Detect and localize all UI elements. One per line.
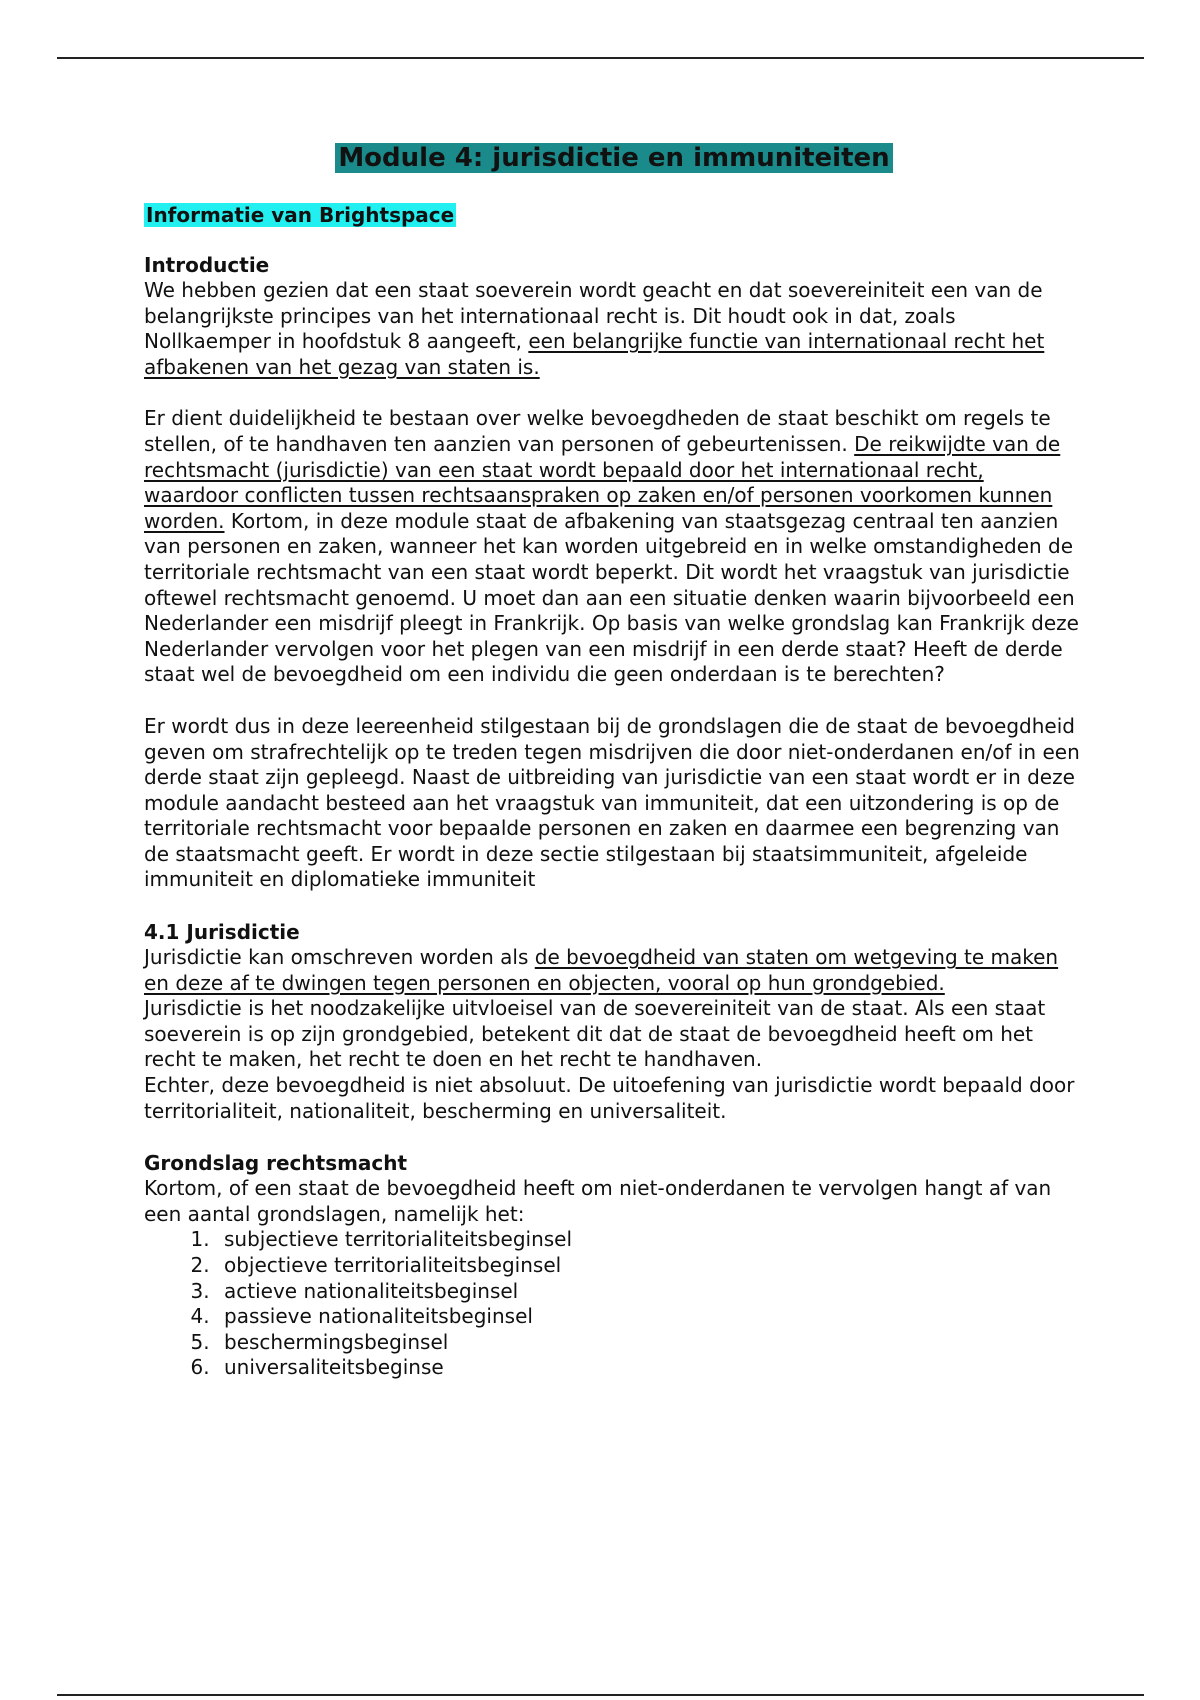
section-jurisdictie	[144, 919, 1084, 1124]
list-item: 5. beschermingsbeginsel	[216, 1330, 1084, 1356]
intro-paragraph-2	[144, 406, 1084, 688]
grondslag-list	[144, 1227, 1084, 1381]
section-grondslag	[144, 1150, 1084, 1381]
intro-paragraph-3: Er wordt dus in deze leereenheid stilgestaan bij de grondslagen die de staat de bevoegdheid geven om strafrechtelijk op te treden tegen misdrijven die door niet-onderdanen en/of in een derde staat zijn gepleegd. Naast de uitbreiding van jurisdictie van een staat wordt er in deze module aandacht besteed aan het vraagstuk van immuniteit, dat een uitzondering is op de territoriale rechtsmacht voor bepaalde personen en zaken en daarmee een begrenzing van de staatsmacht geeft. Er wordt in deze sectie stilgestaan bij staatsimmuniteit, afgeleide immuniteit en diplomatieke immuniteit	[144, 713, 1080, 892]
jurisdictie-p1-underlined: de bevoegdheid van staten om wetgeving te maken en deze af te dwingen tegen personen en objecten, vooral op hun grondgebied.	[144, 945, 1059, 995]
intro-p2-underlined: De reikwijdte van de rechtsmacht (jurisdictie) van een staat wordt bepaald door het internationaal recht, waardoor conflicten tussen rechtsaanspraken op zaken en/of personen voorkomen kunnen worden.	[144, 431, 1061, 533]
list-item: 3. actieve nationaliteitsbeginsel	[216, 1279, 1084, 1305]
list-item: 2. objectieve territorialiteitsbeginsel	[216, 1253, 1084, 1279]
list-item: 6. universaliteitsbeginse	[216, 1355, 1084, 1381]
intro-p2-text-before: Er dient duidelijkheid te bestaan over welke bevoegdheden de staat beschikt om regels te stellen, of te handhaven ten aanzien van personen of gebeurtenissen.	[144, 406, 1051, 456]
info-label	[144, 202, 1084, 228]
intro-p1-text: We hebben gezien dat een staat soeverein wordt geacht en dat soevereiniteit een van de belangrijkste principes van het internationaal recht is. Dit houdt ook in dat, zoals Nollkaemper in hoofdstuk 8 aangeeft,	[144, 278, 1043, 354]
document-title	[144, 140, 1084, 176]
intro-p1-underlined: een belangrijke functie van internationaal recht het afbakenen van het gezag van staten is.	[144, 329, 1045, 379]
jurisdictie-paragraph-1	[144, 945, 1084, 996]
jurisdictie-paragraph-3: Echter, deze bevoegdheid is niet absoluut. De uitoefening van jurisdictie wordt bepaald door territorialiteit, nationaliteit, bescherming en universaliteit.	[144, 1073, 1075, 1123]
jurisdictie-paragraph-2: Jurisdictie is het noodzakelijke uitvloeisel van de soevereiniteit van de staat. Als een staat soeverein is op zijn grondgebied, betekent dit dat de staat de bevoegdheid heeft om het recht te maken, het recht te doen en het recht te handhaven.	[144, 996, 1046, 1072]
jurisdictie-p1-text: Jurisdictie kan omschreven worden als	[144, 945, 535, 970]
section-introductie	[144, 252, 1084, 893]
heading-jurisdictie: 4.1 Jurisdictie	[144, 920, 300, 945]
info-highlight: Informatie van Brightspace	[146, 203, 455, 227]
footer-rule	[57, 1694, 1144, 1696]
intro-paragraph-1	[144, 278, 1084, 380]
grondslag-intro: Kortom, of een staat de bevoegdheid heeft om niet-onderdanen te vervolgen hangt af van een aantal grondslagen, namelijk het:	[144, 1176, 1052, 1226]
list-item: 4. passieve nationaliteitsbeginsel	[216, 1304, 1084, 1330]
document-body	[144, 140, 1084, 1381]
heading-grondslag: Grondslag rechtsmacht	[144, 1151, 408, 1176]
header-rule	[57, 57, 1144, 59]
intro-p2-text-after: Kortom, in deze module staat de afbakening van staatsgezag centraal ten aanzien van personen en zaken, wanneer het kan worden uitgebreid en in welke omstandigheden de territoriale rechtsmacht van een staat wordt beperkt. Dit wordt het vraagstuk van jurisdictie oftewel rechtsmacht genoemd. U moet dan aan een situatie denken waarin bijvoorbeeld een Nederlander een misdrijf pleegt in Frankrijk. Op basis van welke grondslag kan Frankrijk deze Nederlander vervolgen voor het plegen van een misdrijf in een derde staat? Heeft de derde staat wel de bevoegdheid om een individu die geen onderdaan is te berechten?	[144, 508, 1079, 687]
heading-introductie: Introductie	[144, 253, 270, 277]
title-highlight: Module 4: jurisdictie en immuniteiten	[335, 143, 892, 173]
list-item: 1. subjectieve territorialiteitsbeginsel	[216, 1227, 1084, 1253]
